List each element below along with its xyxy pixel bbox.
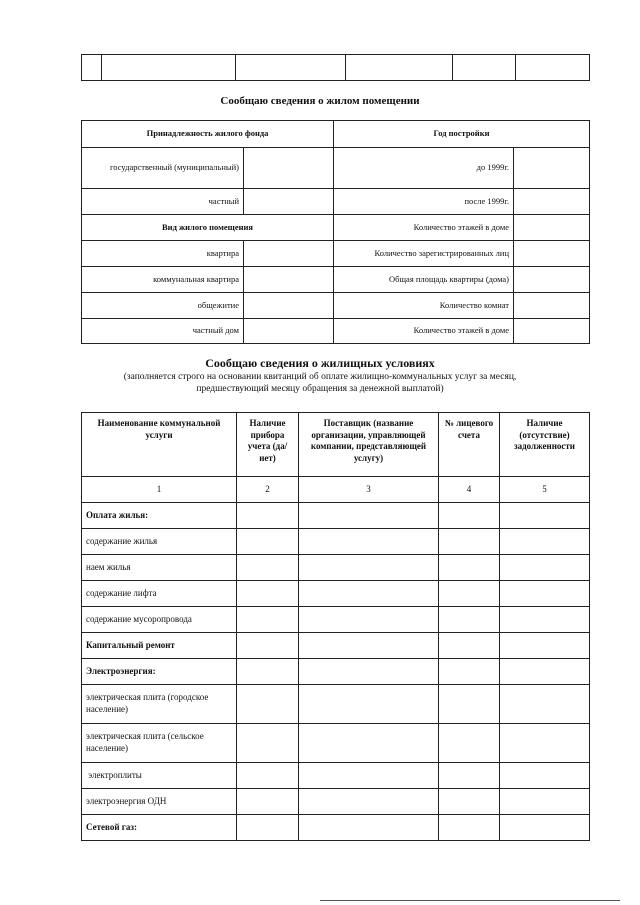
right-value[interactable]	[514, 215, 590, 241]
table-row	[82, 503, 590, 529]
table-cell[interactable]	[299, 815, 439, 841]
table-cell[interactable]	[299, 659, 439, 685]
table-row	[82, 724, 590, 763]
fund-private-value[interactable]	[244, 189, 334, 215]
type-value[interactable]	[244, 267, 334, 293]
cell[interactable]	[82, 55, 102, 81]
table-cell[interactable]	[237, 685, 299, 724]
year-before-value[interactable]	[514, 148, 590, 189]
housing-info-table	[81, 120, 590, 344]
table-cell[interactable]	[299, 685, 439, 724]
type-value[interactable]	[244, 319, 334, 344]
utilities-table	[81, 412, 590, 841]
table-cell[interactable]	[439, 529, 500, 555]
right-label: Общая площадь квартиры (дома)	[334, 267, 514, 293]
type-label: частный дом	[82, 319, 244, 344]
fund-header: Принадлежность жилого фонда	[82, 121, 334, 148]
table-row	[82, 685, 590, 724]
table-cell[interactable]	[439, 555, 500, 581]
table-cell[interactable]	[299, 555, 439, 581]
table-row	[82, 789, 590, 815]
table-cell[interactable]	[439, 503, 500, 529]
right-label: Количество комнат	[334, 293, 514, 319]
type-value[interactable]	[244, 293, 334, 319]
top-partial-table	[81, 54, 590, 81]
type-label: квартира	[82, 241, 244, 267]
fund-state-value[interactable]	[244, 148, 334, 189]
col-header-meter: Наличие прибора учета (да/нет)	[237, 413, 299, 477]
right-value[interactable]	[514, 293, 590, 319]
table-cell[interactable]	[299, 633, 439, 659]
table-cell[interactable]	[439, 724, 500, 763]
table-cell[interactable]	[500, 815, 590, 841]
table-cell[interactable]	[500, 724, 590, 763]
table-cell[interactable]	[299, 529, 439, 555]
table-cell[interactable]	[500, 789, 590, 815]
col-header-account: № лицевого счета	[439, 413, 500, 477]
col-number: 1	[82, 477, 237, 503]
fund-state-label: государственный (муниципальный)	[82, 148, 244, 189]
table-cell[interactable]	[299, 581, 439, 607]
type-label: общежитие	[82, 293, 244, 319]
section2-subtitle-line1: (заполняется строго на основании квитанций об оплате жилищно-коммунальных услуг за месяц,	[123, 372, 517, 382]
table-cell[interactable]	[237, 724, 299, 763]
col-header-service: Наименование коммунальной услуги	[82, 413, 237, 477]
right-label: Количество этажей в доме	[334, 215, 514, 241]
table-cell[interactable]	[299, 503, 439, 529]
table-cell[interactable]	[500, 529, 590, 555]
service-label: содержание жилья	[82, 529, 237, 555]
table-cell[interactable]	[500, 581, 590, 607]
service-label: электроплиты	[82, 763, 237, 789]
service-label: Сетевой газ:	[82, 815, 237, 841]
cell[interactable]	[346, 55, 453, 81]
table-cell[interactable]	[299, 789, 439, 815]
table-row	[82, 581, 590, 607]
section1-title: Сообщаю сведения о жилом помещении	[220, 95, 420, 107]
table-row	[82, 763, 590, 789]
col-number: 2	[237, 477, 299, 503]
service-label: электрическая плита (городское население)	[82, 685, 237, 724]
table-row	[82, 555, 590, 581]
table-cell[interactable]	[237, 581, 299, 607]
service-label: наем жилья	[82, 555, 237, 581]
table-cell[interactable]	[439, 607, 500, 633]
right-value[interactable]	[514, 319, 590, 344]
page-footer-line	[320, 900, 620, 901]
table-row	[82, 607, 590, 633]
table-row	[82, 815, 590, 841]
table-row	[82, 659, 590, 685]
table-cell[interactable]	[439, 581, 500, 607]
service-label: Капитальный ремонт	[82, 633, 237, 659]
table-cell[interactable]	[439, 685, 500, 724]
table-cell[interactable]	[439, 763, 500, 789]
year-after-value[interactable]	[514, 189, 590, 215]
table-cell[interactable]	[237, 633, 299, 659]
table-cell[interactable]	[500, 685, 590, 724]
col-header-supplier: Поставщик (название организации, управляющей компании, представляющей услугу)	[299, 413, 439, 477]
table-cell[interactable]	[237, 529, 299, 555]
col-number: 4	[439, 477, 500, 503]
col-number: 5	[500, 477, 590, 503]
service-label: Оплата жилья:	[82, 503, 237, 529]
cell[interactable]	[236, 55, 346, 81]
service-label: Электроэнергия:	[82, 659, 237, 685]
type-label: коммунальная квартира	[82, 267, 244, 293]
section2-title: Сообщаю сведения о жилищных условиях	[205, 356, 435, 370]
service-label: содержание лифта	[82, 581, 237, 607]
table-row	[82, 529, 590, 555]
table-cell[interactable]	[237, 789, 299, 815]
cell[interactable]	[453, 55, 516, 81]
right-value[interactable]	[514, 267, 590, 293]
table-cell[interactable]	[439, 633, 500, 659]
col-number: 3	[299, 477, 439, 503]
col-header-debt: Наличие (отсутствие) задолженности	[500, 413, 590, 477]
right-label: Количество этажей в доме	[334, 319, 514, 344]
table-cell[interactable]	[299, 763, 439, 789]
year-after-label: после 1999г.	[334, 189, 514, 215]
table-cell[interactable]	[500, 633, 590, 659]
cell[interactable]	[102, 55, 236, 81]
table-cell[interactable]	[237, 555, 299, 581]
table-cell[interactable]	[299, 724, 439, 763]
year-before-label: до 1999г.	[334, 148, 514, 189]
service-label: электроэнергия ОДН	[82, 789, 237, 815]
table-cell[interactable]	[237, 659, 299, 685]
table-cell[interactable]	[439, 815, 500, 841]
table-cell[interactable]	[500, 607, 590, 633]
fund-private-label: частный	[82, 189, 244, 215]
table-cell[interactable]	[237, 763, 299, 789]
table-cell[interactable]	[500, 763, 590, 789]
table-cell[interactable]	[439, 789, 500, 815]
table-cell[interactable]	[500, 659, 590, 685]
table-row	[82, 633, 590, 659]
table-cell[interactable]	[439, 659, 500, 685]
year-header: Год постройки	[334, 121, 590, 148]
type-value[interactable]	[244, 241, 334, 267]
table-cell[interactable]	[500, 555, 590, 581]
table-cell[interactable]	[299, 607, 439, 633]
section2-subtitle-line2: предшествующий месяцу обращения за денежной выплатой)	[196, 384, 444, 394]
service-label: содержание мусоропровода	[82, 607, 237, 633]
table-cell[interactable]	[500, 503, 590, 529]
cell[interactable]	[516, 55, 590, 81]
type-header: Вид жилого помещения	[82, 215, 334, 241]
table-cell[interactable]	[237, 815, 299, 841]
right-label: Количество зарегистрированных лиц	[334, 241, 514, 267]
table-cell[interactable]	[237, 607, 299, 633]
table-cell[interactable]	[237, 503, 299, 529]
right-value[interactable]	[514, 241, 590, 267]
service-label: электрическая плита (сельское население)	[82, 724, 237, 763]
